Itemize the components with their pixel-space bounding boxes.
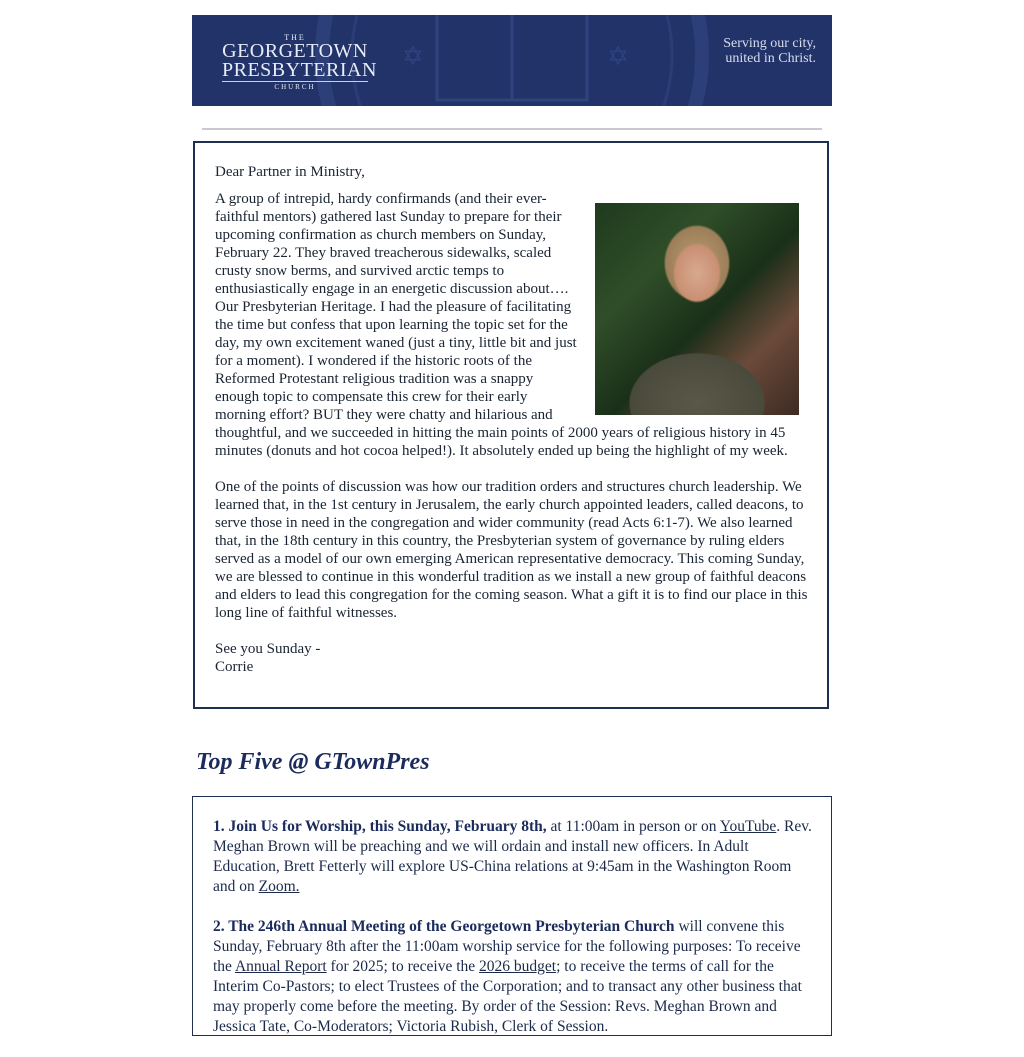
logo-divider	[222, 81, 368, 82]
youtube-link[interactable]: YouTube	[719, 818, 777, 835]
annual-report-link[interactable]: Annual Report	[234, 958, 327, 975]
item-2-text-a: will convene this Sunday, February 8th after the 11:00am worship service for the following purposes: To receive the	[213, 918, 801, 975]
church-logo[interactable]	[222, 33, 377, 92]
item-2-text-c: ; to receive the terms of call for the Interim Co-Pastors; to elect Trustees of the Corporation; and to transact any other business that may properly come before the meeting. By order of the Session: Revs. Meghan Brown and Jessica Tate, Co-Moderators; Victoria Rubish, Clerk of Session.	[213, 958, 802, 1035]
item-2-heading: 2. The 246th Annual Meeting of the Georgetown Presbyterian Church	[213, 918, 675, 935]
budget-link[interactable]: 2026 budget	[479, 958, 557, 975]
pastor-photo	[595, 203, 799, 415]
letter-body	[215, 163, 811, 676]
logo-georgetown: GEORGETOWN	[222, 40, 368, 62]
svg-text:✡: ✡	[607, 42, 629, 72]
tagline	[666, 36, 816, 66]
top-five-body	[213, 817, 813, 1057]
top-five-list	[192, 796, 832, 1036]
letter-paragraph-2: One of the points of discussion was how our tradition orders and structures church leadership. We learned that, in the 1st century in Jerusalem, the early church appointed leaders, called deacons, to serve those in need in the congregation and wider community (read Acts 6:1-7). We also learned that, in the 18th century in this country, the Presbyterian system of governance by ruling elders served as a model of our own emerging American representative democracy. This coming Sunday, we are blessed to continue in this wonderful tradition as we install a new group of faithful deacons and elders to lead this congregation for the coming season. What a gift it is to find our place in this long line of faithful witnesses.	[215, 479, 808, 621]
logo-the: THE	[284, 33, 306, 42]
svg-text:✡: ✡	[402, 42, 424, 72]
letter-paragraph-1: A group of intrepid, hardy confirmands (and their ever-faithful mentors) gathered last Sunday to prepare for their upcoming confirmation as church members on Sunday, February 22. They braved treacherous sidewalks, scaled crusty snow berms, and survived arctic temps to enthusiastically engage in an energetic discussion about…. Our Presbyterian Heritage. I had the pleasure of facilitating the time but confess that upon learning the topic set for the day, my own excitement waned (just a tiny, little bit and just for a moment). I wondered if the historic roots of the Reformed Protestant religious tradition was a snappy enough topic to compensate this crew for their early morning effort? BUT they were chatty and hilarious and thoughtful, and we succeeded in hitting the main points of 2000 years of religious history in 45 minutes (donuts and hot cocoa helped!). It absolutely ended up being the highlight of my week.	[215, 191, 788, 459]
top-five-heading: Top Five @ GTownPres	[196, 749, 430, 775]
logo-presbyterian: PRESBYTERIAN	[222, 59, 377, 81]
letter-signoff	[215, 640, 811, 676]
pastor-letter	[193, 141, 829, 709]
zoom-link[interactable]: Zoom.	[258, 878, 300, 895]
list-item	[213, 917, 813, 1037]
item-1-text-a: at 11:00am in person or on	[546, 818, 720, 835]
tagline-line-1: Serving our city,	[723, 36, 816, 51]
newsletter-header	[192, 15, 832, 106]
list-item	[213, 817, 813, 897]
signoff-name: Corrie	[215, 659, 254, 675]
signoff-line: See you Sunday -	[215, 641, 321, 657]
item-1-heading: 1. Join Us for Worship, this Sunday, February 8th,	[213, 818, 547, 835]
item-2-text-b: for 2025; to receive the	[326, 958, 480, 975]
header-divider	[202, 128, 822, 130]
letter-greeting: Dear Partner in Ministry,	[215, 164, 365, 180]
tagline-line-2: united in Christ.	[725, 51, 816, 66]
logo-church: CHURCH	[274, 83, 316, 91]
item-1-text-b: . Rev. Meghan Brown will be preaching and we will ordain and install new officers. In Adult Education, Brett Fetterly will explore US-China relations at 9:45am in the Washington Room and on	[213, 818, 812, 895]
